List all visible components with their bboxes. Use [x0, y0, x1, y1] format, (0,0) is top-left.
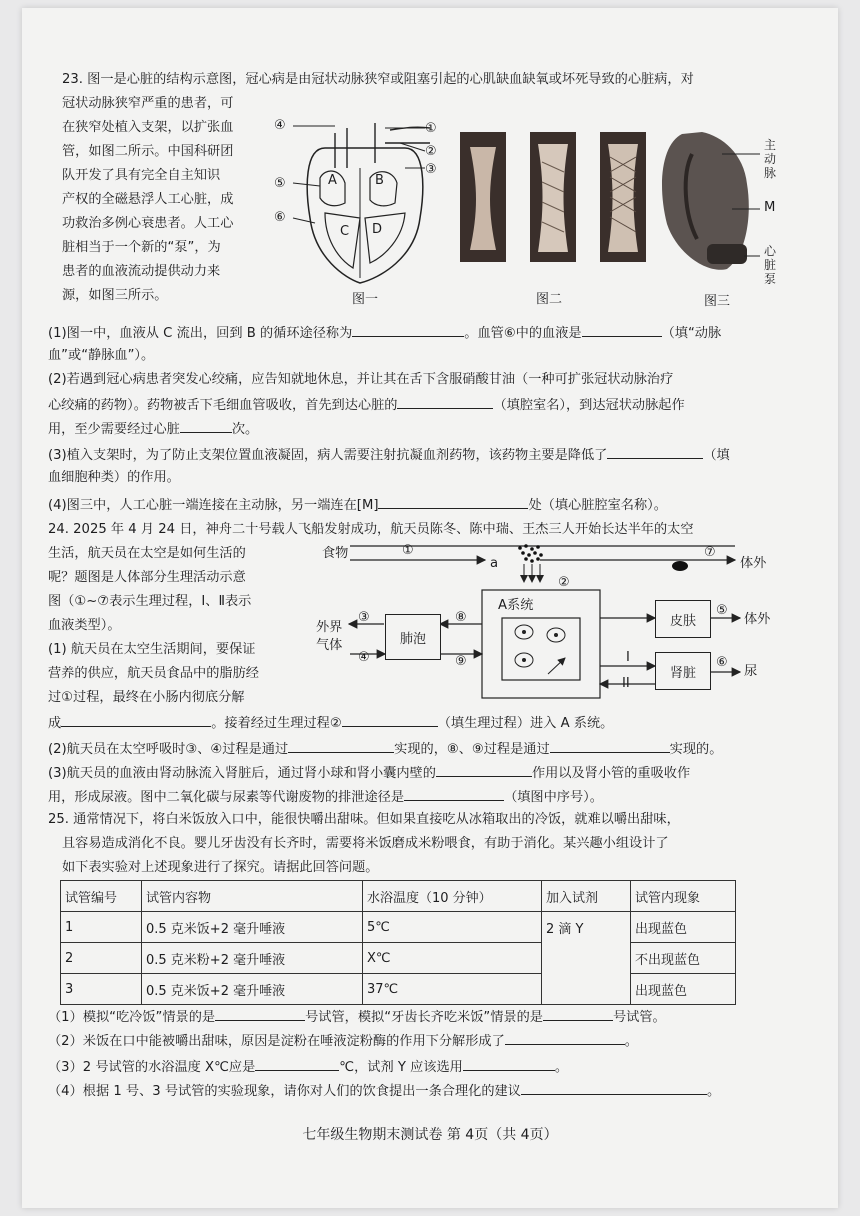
q24-s3-text-b: 作用以及肾小管的重吸收作: [531, 766, 691, 781]
q23-s1-text-b: 。血管⑥中的血液是: [464, 326, 582, 341]
q24-s2-text-a: (2)航天员在太空呼吸时③、④过程是通过: [48, 742, 289, 757]
q25-line2: 且容易造成消化不良。婴儿牙齿没有长齐时，需要将米饭磨成米粉喂食，有助于消化。某兴趣小组设计了: [62, 836, 669, 851]
stent-photos: [458, 132, 648, 264]
process-1: ①: [402, 543, 414, 558]
answer-blank[interactable]: [550, 740, 670, 753]
q24-s3-text-d: （填图中序号）。: [504, 790, 603, 805]
alveoli-box: 肺泡: [385, 614, 441, 660]
q23-line6: 产权的全磁悬浮人工心脏，成: [62, 192, 234, 207]
q23-s1-text-c: （填“动脉: [661, 326, 722, 341]
q24-sub3-l2: [48, 788, 603, 806]
q23-line10: 源，如图三所示。: [62, 288, 168, 303]
process-6: ⑥: [716, 655, 728, 670]
figure-1-caption: 图一: [352, 292, 379, 307]
cell-reagent: 2 滴 Y: [542, 912, 631, 1005]
table-header-row: [61, 881, 736, 912]
answer-blank[interactable]: [215, 1008, 305, 1021]
q25-s3-text-c: 。: [554, 1060, 569, 1075]
q23-sub1-cont: 血”或“静脉血”）。: [48, 348, 155, 363]
q24-line8: 过①过程，最终在小肠内彻底分解: [48, 690, 245, 705]
q23-line9: 患者的血液流动提供动力来: [62, 264, 221, 279]
table-row: [61, 912, 736, 943]
cell-temp: 37℃: [363, 974, 542, 1005]
answer-blank[interactable]: [397, 396, 493, 409]
cell-phenomenon: 不出现蓝色: [631, 943, 736, 974]
process-7: ⑦: [704, 545, 716, 560]
page-footer: 七年级生物期末测试卷 第 4页（共 4页）: [302, 1127, 558, 1143]
q23-sub2: (2)若遇到冠心病患者突发心绞痛，应告知就地休息，并让其在舌下含服硝酸甘油（一种可扩张冠状动脉治疗: [48, 372, 674, 387]
q23-sub2-l3: [48, 420, 258, 438]
heart-label-2: ②: [425, 144, 437, 159]
heart-label-d: D: [372, 222, 383, 237]
q23-s4-text-b: 处（填心脏腔室名称）。: [528, 498, 667, 513]
heart-label-c: C: [340, 224, 350, 239]
q25-line3: 如下表实验对上述现象进行了探究。请据此回答问题。: [62, 860, 379, 875]
physiology-diagram: [310, 536, 790, 706]
artificial-heart-image: [652, 124, 762, 284]
q24-s1-text-a: 成: [48, 716, 62, 731]
q23-s2-text-e: 次。: [231, 422, 259, 437]
q23-sub4: [48, 496, 667, 514]
answer-blank[interactable]: [378, 496, 528, 509]
cell-contents: 0.5 克米饭+2 毫升唾液: [142, 974, 363, 1005]
heart-label-1: ①: [425, 121, 437, 136]
q25-s3-text-b: ℃，试剂 Y 应该选用: [339, 1060, 463, 1075]
heart-label-3: ③: [425, 162, 437, 177]
answer-blank[interactable]: [582, 324, 662, 337]
q23-sub3-cont: 血细胞种类）的作用。: [48, 470, 180, 485]
q25-s1-text-b: 号试管，模拟“牙齿长齐吃米饭”情景的是: [305, 1010, 543, 1025]
q25-s1-text-c: 号试管。: [612, 1010, 666, 1025]
q25-s4-text-a: （4）根据 1 号、3 号试管的实验现象，请你对人们的饮食提出一条合理化的建议: [48, 1084, 521, 1099]
kidney-box: 肾脏: [655, 652, 711, 690]
q23-line7: 功救治多例心衰患者。人工心: [62, 216, 234, 231]
q23-line1: 23. 图一是心脏的结构示意图，冠心病是由冠状动脉狭窄或阻塞引起的心肌缺血缺氧或坏死导致的心脏病，对: [62, 72, 694, 87]
q24-line3: 呢？题图是人体部分生理活动示意: [48, 570, 246, 585]
answer-blank[interactable]: [436, 764, 532, 777]
q23-line5: 队开发了具有完全自主知识: [62, 168, 221, 183]
q23-s2-text-d: 用，至少需要经过心脏: [48, 422, 180, 437]
outside-label-2: 体外: [744, 612, 771, 627]
q24-s3-text-c: 用，形成尿液。图中二氧化碳与尿素等代谢废物的排泄途径是: [48, 790, 405, 805]
q25-s3-text-a: （3）2 号试管的水浴温度 X℃应是: [48, 1060, 256, 1075]
q25-sub4: [48, 1082, 720, 1100]
q24-sub1-l4: [48, 714, 613, 732]
figure-2-caption: 图二: [536, 292, 563, 307]
q23-line3: 在狭窄处植入支架，以扩张血: [62, 120, 234, 135]
system-a-label: A系统: [498, 598, 534, 613]
answer-blank[interactable]: [607, 446, 703, 459]
q25-sub1: [48, 1008, 666, 1026]
cell-tube: 2: [61, 943, 142, 974]
q23-s3-text-a: (3)植入支架时，为了防止支架位置血液凝固，病人需要注射抗凝血剂药物，该药物主要是降低了: [48, 448, 608, 463]
cell-tube: 3: [61, 974, 142, 1005]
process-5: ⑤: [716, 603, 728, 618]
q25-s2-text-b: 。: [624, 1034, 638, 1049]
process-4: ④: [358, 650, 370, 665]
figure-3-caption: 图三: [704, 294, 731, 309]
answer-blank[interactable]: [463, 1058, 555, 1071]
cell-contents: 0.5 克米饭+2 毫升唾液: [142, 912, 363, 943]
q24-line2: 生活，航天员在太空是如何生活的: [48, 546, 246, 561]
outside-label-1: 体外: [740, 556, 767, 571]
answer-blank[interactable]: [352, 324, 464, 337]
q24-line7: 营养的供应，航天员食品中的脂肪经: [48, 666, 259, 681]
q24-s3-text-a: (3)航天员的血液由肾动脉流入肾脏后，通过肾小球和肾小囊内壁的: [48, 766, 436, 781]
q23-line4: 管，如图二所示。中国科研团: [62, 144, 234, 159]
header-tube-number: 试管编号: [61, 881, 142, 912]
answer-blank[interactable]: [255, 1058, 339, 1071]
q23-s1-text-a: (1)图一中，血液从 C 流出，回到 B 的循环途径称为: [48, 326, 353, 341]
table-row: [61, 974, 736, 1005]
answer-blank[interactable]: [505, 1032, 625, 1045]
q24-line4: 图（①~⑦表示生理过程，Ⅰ、Ⅱ表示: [48, 594, 252, 609]
blood-type-2: II: [622, 676, 630, 691]
process-2: ②: [558, 575, 570, 590]
answer-blank[interactable]: [521, 1082, 707, 1095]
answer-blank[interactable]: [61, 714, 211, 727]
header-reagent: 加入试剂: [542, 881, 631, 912]
heart-label-5: ⑤: [274, 176, 286, 191]
q23-s2-text-c: （填腔室名），到达冠状动脉起作: [493, 398, 685, 413]
q24-line6: (1) 航天员在太空生活期间，要保证: [48, 642, 256, 657]
q23-s2-text-b: 心绞痛的药物）。药物被舌下毛细血管吸收，首先到达心脏的: [48, 398, 398, 413]
q25-sub2: [48, 1032, 638, 1050]
q23-line8: 脏相当于一个新的“泵”，为: [62, 240, 221, 255]
heart-label-4: ④: [274, 118, 286, 133]
food-label: 食物: [322, 546, 349, 561]
q25-s1-text-a: （1）模拟“吃冷饭”情景的是: [48, 1010, 216, 1025]
q24-s2-text-c: 实现的。: [669, 742, 723, 757]
process-9: ⑨: [455, 654, 467, 669]
process-3: ③: [358, 610, 370, 625]
blood-type-1: I: [626, 650, 630, 665]
answer-blank[interactable]: [288, 740, 394, 753]
table-row: [61, 943, 736, 974]
cell-contents: 0.5 克米粉+2 毫升唾液: [142, 943, 363, 974]
cell-tube: 1: [61, 912, 142, 943]
q25-sub3: [48, 1058, 568, 1076]
pump-label: 心脏泵: [764, 244, 777, 286]
heart-label-a: A: [328, 173, 337, 188]
gas-label: 气体: [316, 638, 343, 653]
cell-temp: 5℃: [363, 912, 542, 943]
cell-phenomenon: 出现蓝色: [631, 912, 736, 943]
q25-line1: 25. 通常情况下，将白米饭放入口中，能很快嚼出甜味。但如果直接吃从冰箱取出的冷饭，就难以嚼出甜味，: [48, 812, 680, 827]
answer-blank[interactable]: [180, 420, 232, 433]
answer-blank[interactable]: [404, 788, 504, 801]
experiment-table: [60, 880, 736, 1005]
urine-label: 尿: [744, 664, 758, 679]
header-contents: 试管内容物: [142, 881, 363, 912]
a-label: a: [490, 556, 499, 571]
q25-s4-text-b: 。: [706, 1084, 721, 1099]
q24-line5: 血液类型）。: [48, 618, 121, 633]
m-label: M: [764, 200, 776, 215]
q23-line2: 冠状动脉狭窄严重的患者，可: [62, 96, 234, 111]
q24-s2-text-b: 实现的，⑧、⑨过程是通过: [394, 742, 550, 757]
q23-sub2-l2: [48, 396, 685, 414]
cell-phenomenon: 出现蓝色: [631, 974, 736, 1005]
q24-s1-text-c: （填生理过程）进入 A 系统。: [437, 716, 614, 731]
q23-s3-text-b: （填: [703, 448, 730, 463]
q24-s1-text-b: 。接着经过生理过程②: [211, 716, 342, 731]
q23-sub3: [48, 446, 730, 464]
heart-label-b: B: [375, 173, 384, 188]
cell-temp: X℃: [363, 943, 542, 974]
q23-s4-text-a: (4)图三中，人工心脏一端连接在主动脉，另一端连在[M]: [48, 498, 379, 513]
q24-line1: 24. 2025 年 4 月 24 日，神舟二十号载人飞船发射成功，航天员陈冬、陈中瑞、王杰三人开始长达半年的太空: [48, 522, 694, 537]
process-8: ⑧: [455, 610, 467, 625]
aorta-label: 主动脉: [764, 138, 777, 180]
answer-blank[interactable]: [543, 1008, 613, 1021]
header-phenomenon: 试管内现象: [631, 881, 736, 912]
heart-label-6: ⑥: [274, 210, 286, 225]
external-label: 外界: [316, 620, 343, 635]
q24-sub2: [48, 740, 722, 758]
q24-sub3: [48, 764, 690, 782]
answer-blank[interactable]: [342, 714, 438, 727]
q25-s2-text-a: （2）米饭在口中能被嚼出甜味，原因是淀粉在唾液淀粉酶的作用下分解形成了: [48, 1034, 505, 1049]
skin-box: 皮肤: [655, 600, 711, 638]
header-water-bath: 水浴温度（10 分钟）: [363, 881, 542, 912]
q23-sub1: [48, 324, 721, 342]
